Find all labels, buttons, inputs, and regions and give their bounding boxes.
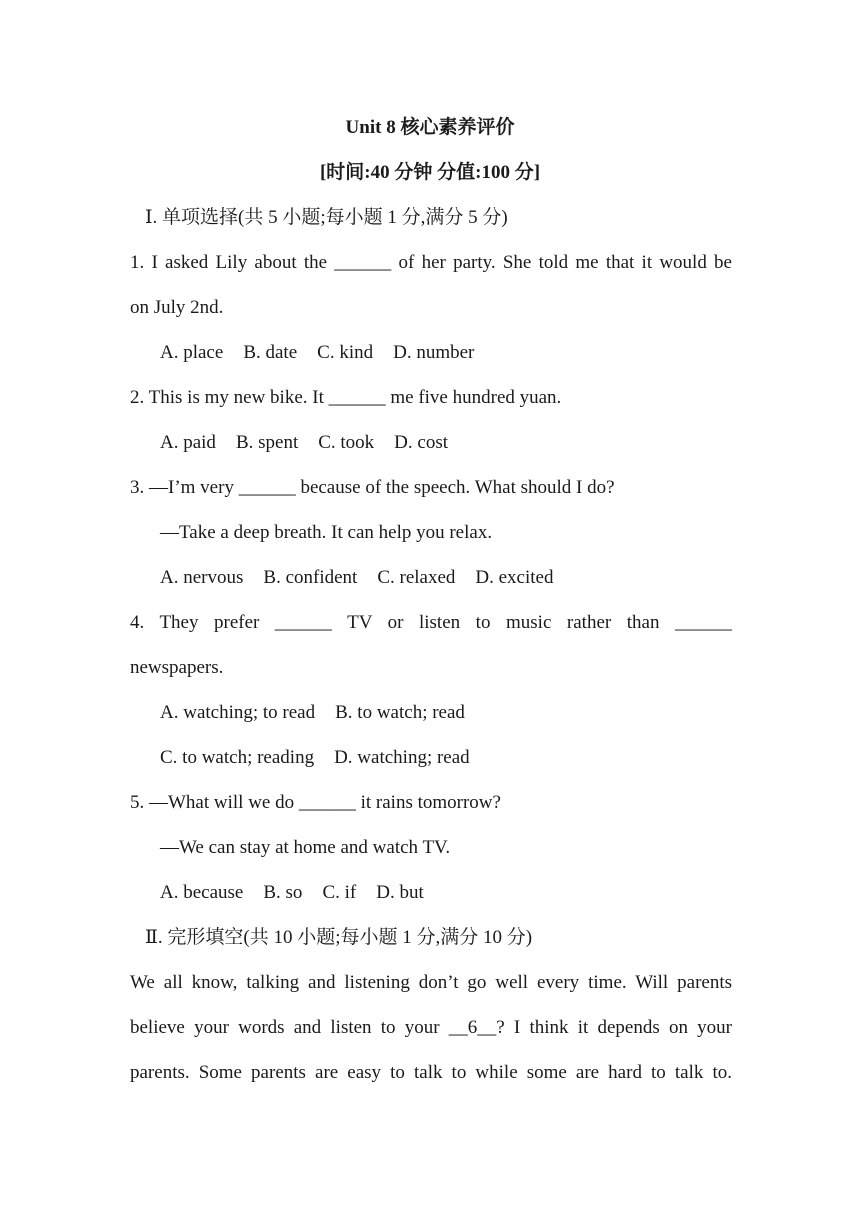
option: B. date [243, 342, 298, 363]
option: C. if [322, 882, 357, 903]
passage-line: We all know, talking and listening don’t go well every time. Will parents [130, 972, 732, 993]
option: B. spent [235, 432, 299, 453]
page-title: Unit 8 核心素养评价 [345, 117, 515, 138]
question-5-reply: —We can stay at home and watch TV. [160, 837, 451, 858]
question-4-stem: 4. They prefer ______ TV or listen to music rather than ______ [130, 612, 732, 633]
option: C. kind [317, 342, 374, 363]
question-3-stem: 3. —I’m very ______ because of the speech. What should I do? [130, 477, 615, 498]
option: A. place [160, 342, 224, 363]
option: D. excited [475, 567, 554, 588]
option: D. number [393, 342, 475, 363]
option: B. confident [263, 567, 358, 588]
option: A. nervous [160, 567, 244, 588]
option: D. cost [394, 432, 448, 453]
question-4-options-row-2 [160, 746, 762, 770]
option: C. to watch; reading [160, 747, 315, 768]
option: B. so [263, 882, 303, 903]
section-heading-cloze: Ⅱ. 完形填空(共 10 小题;每小题 1 分,满分 10 分) [145, 927, 533, 948]
passage-line: parents. Some parents are easy to talk to while some are hard to talk to. [130, 1062, 732, 1083]
question-2-stem: 2. This is my new bike. It ______ me five hundred yuan. [130, 387, 562, 408]
time-score-info: [时间:40 分钟 分值:100 分] [319, 162, 541, 183]
option: A. watching; to read [160, 702, 316, 723]
option: A. paid [160, 432, 216, 453]
question-2-options [160, 431, 762, 455]
option: D. watching; read [334, 747, 470, 768]
question-3-options [160, 566, 762, 590]
question-1-stem: 1. I asked Lily about the ______ of her party. She told me that it would be [130, 252, 732, 273]
question-4-stem-continued: newspapers. [130, 657, 224, 678]
question-5-stem: 5. —What will we do ______ it rains tomorrow? [130, 792, 501, 813]
question-1-options [160, 341, 762, 365]
question-1-stem-continued: on July 2nd. [130, 297, 224, 318]
option: C. took [318, 432, 375, 453]
question-3-reply: —Take a deep breath. It can help you relax. [160, 522, 493, 543]
option: D. but [376, 882, 424, 903]
question-4-options-row-1 [160, 701, 762, 725]
section-heading-single-choice: Ⅰ. 单项选择(共 5 小题;每小题 1 分,满分 5 分) [145, 207, 508, 228]
option: B. to watch; read [335, 702, 465, 723]
option: C. relaxed [377, 567, 456, 588]
question-5-options [160, 881, 762, 905]
passage-line: believe your words and listen to your __6__? I think it depends on your [130, 1017, 732, 1038]
option: A. because [160, 882, 244, 903]
